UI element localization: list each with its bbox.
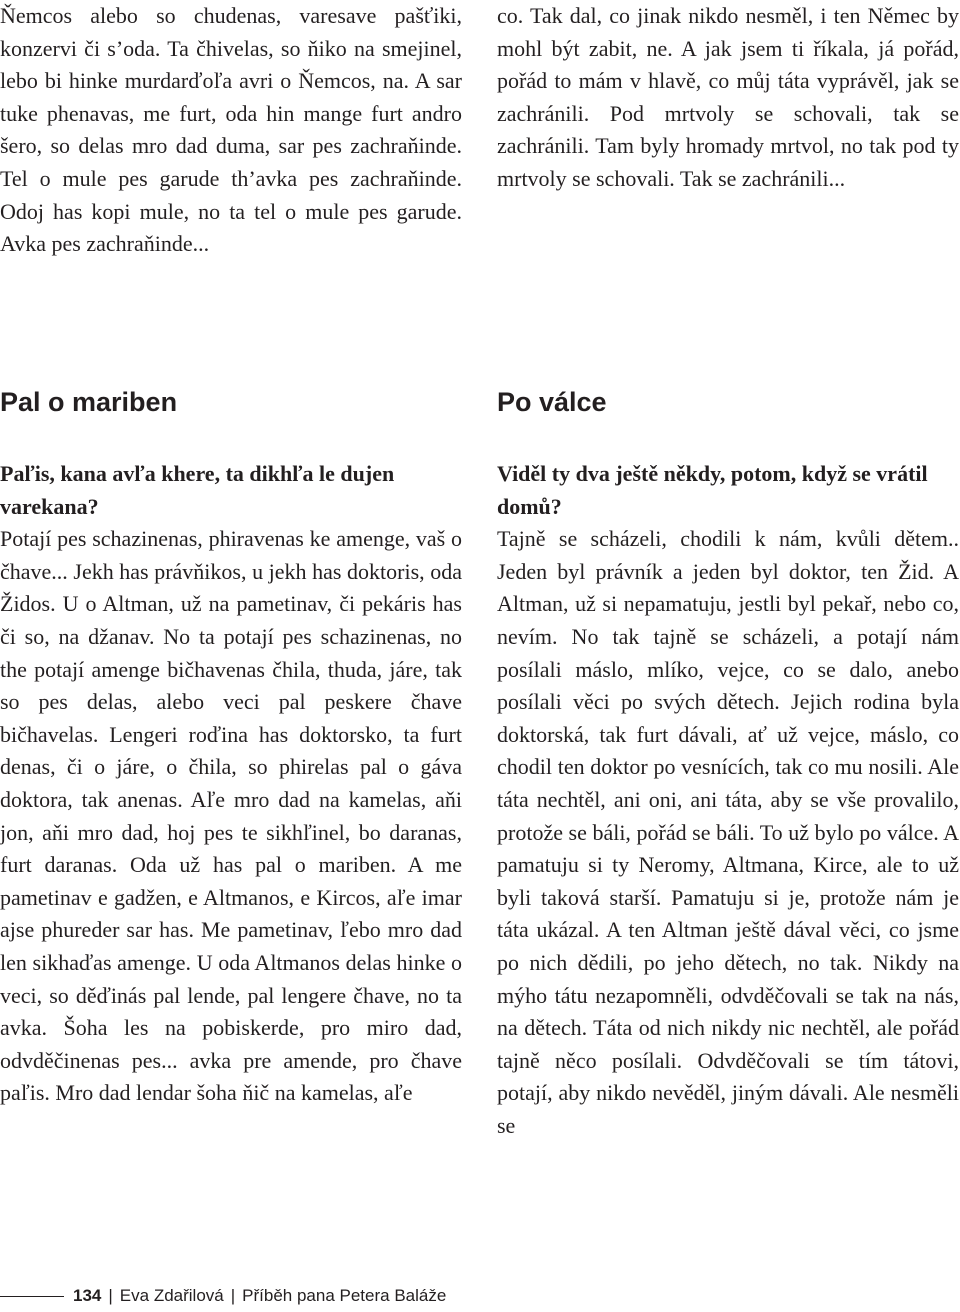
page-number: 134	[73, 1286, 102, 1305]
page-footer	[0, 1283, 446, 1309]
footer-author: Eva Zdařilová	[119, 1286, 224, 1305]
interview-question: Paľis, kana avľa khere, ta dikhľa le dujen varekana?	[0, 461, 395, 519]
romani-interview	[0, 458, 462, 1110]
footer-separator: |	[108, 1286, 113, 1305]
footer-separator: |	[230, 1286, 236, 1305]
czech-interview	[497, 458, 959, 1142]
interview-answer: Tajně se scházeli, chodili k nám, kvůli dětem.. Jeden byl právník a jeden byl doktor, ten Žid. A Altman, už si nepamatuju, jestli byl pekař, nebo co, nevím. No tak tajně se scházeli, a potají nám posílali máslo, mlíko, vejce, co se dalo, anebo posílali věci po svých dětech. Jejich rodina byla doktorská, tak furt dávali, ať už vejce, máslo, co chodil ten doktor po vesnících, tak co mu nosili. Ale táta nechtěl, ani oni, ani táta, aby se vše provalilo, protože se báli, pořád se báli. To už bylo po válce. A pamatuju si ty Neromy, Altmana, Kirce, ale to už byli taková starší. Pamatuju si je, protože nám je táta ukázal. A ten Altman ještě dával věci, co jsme po nich dědili, po jeho dětech, no tak. Nikdy na mýho tátu nezapomněli, odvděčovali se tak na nás, na dětech. Táta od nich nikdy nic nechtěl, ale pořád tajně něco posílali. Odvděčovali se tím tátovi, potají, aby nikdo nevěděl, jiným dávali. Ale nesměli se	[497, 526, 959, 1138]
left-continued-text: Ňemcos alebo so chudenas, varesave pašťiki, konzervi či s’oda. Ta čhivelas, so ňiko na smejinel, lebo bi hinke murdarďoľa avri o Ňemcos, na. A sar tuke phenavas, me furt, oda hin mange furt andro šero, so delas mro dad duma, sar pes zachraňinde. Tel o mule pes garude th’avka pes zachraňinde. Odoj has kopi mule, no ta tel o mule pes garude. Avka pes zachraňinde...	[0, 3, 462, 257]
interview-answer: Potají pes schazinenas, phiravenas ke amenge, vaš o čhave... Jekh has právňikos, u jekh has doktoris, oda Židos. U o Altman, už na pametinav, či pekáris has či so, na džanav. No ta potají pes schazinenas, no the potají amenge bičhavenas čhila, thuda, járe, tak so pes delas, alebo veci pal peskere čhave bičhavelas. Lengeri roďina has doktorsko, ta furt denas, či o járe, o čhila, so phirelas pal o gáva doktora, tak anenas. Aľe mro dad na kamelas, aňi jon, aňi mro dad, hoj pes te sikhľinel, bo daranas, furt daranas. Oda už has pal o mariben. A me pametinav e gadžen, e Altmanos, e Kircos, aľe imar ajse phureder sar has. Me pametinav, ľebo mro dad len sikhaďas amenge. U oda Altmanos delas hinke o veci, so děďinás pal lende, pal lengere čhave, no ta avka. Šoha les na pobiskerde, pro miro dad, odvděčinenas pes... avka pre amende, pro čhave paľis. Mro dad lendar šoha ňič na kamelas, aľe	[0, 526, 462, 1106]
section-heading-czech: Po válce	[497, 387, 607, 417]
footer-book-title: Příběh pana Petera Baláže	[242, 1286, 447, 1305]
right-continued-text: co. Tak dal, co jinak nikdo nesměl, i ten Němec by mohl být zabit, ne. A jak jsem ti říkala, já pořád, pořád to mám v hlavě, co můj táta vyprávěl, jak se zachránili. Pod mrtvoly se schovali, tak se zachránili. Tam byly hromady mrtvol, no tak pod ty mrtvoly se schovali. Tak se zachránili...	[497, 3, 959, 191]
section-heading-romani: Pal o mariben	[0, 387, 178, 417]
footer-rule	[0, 1296, 64, 1297]
interview-question: Viděl ty dva ještě někdy, potom, když se vrátil domů?	[497, 461, 928, 519]
